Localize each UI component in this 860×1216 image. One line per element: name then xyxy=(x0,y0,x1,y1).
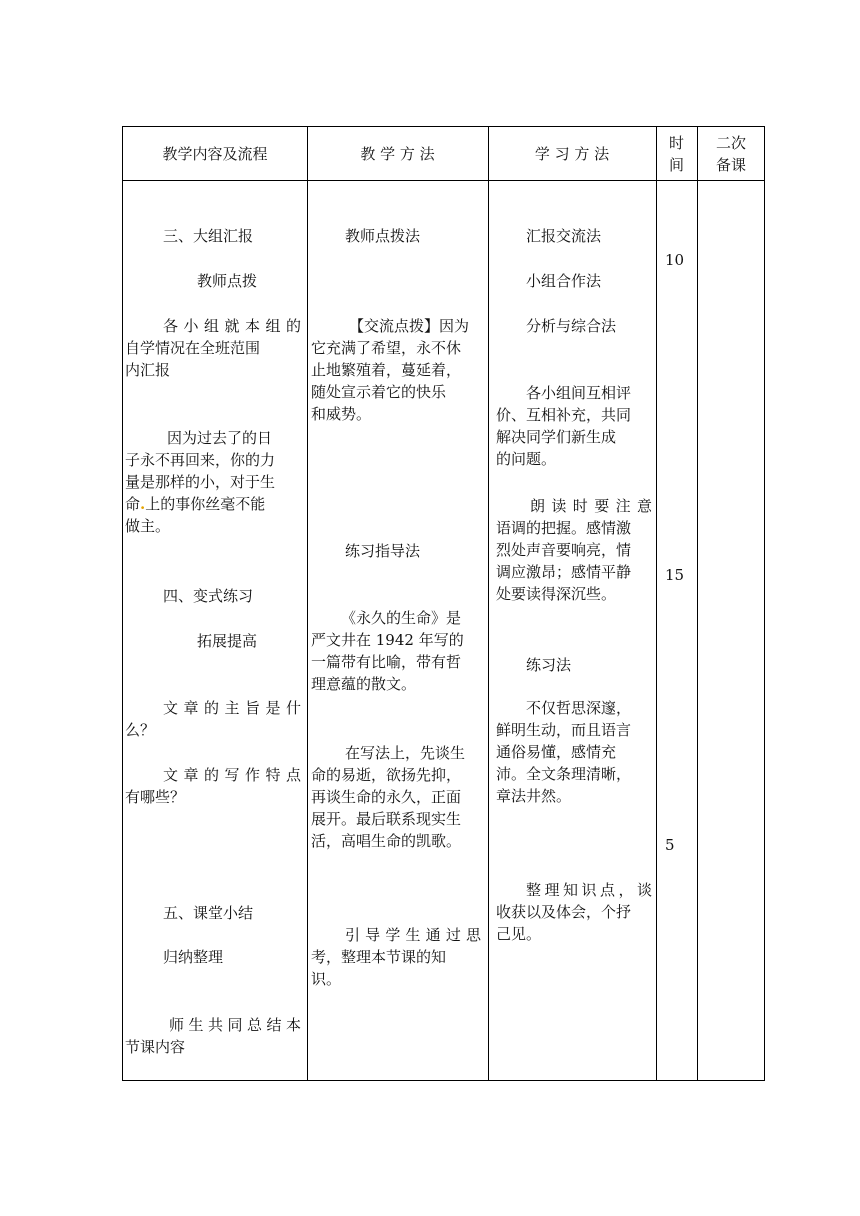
peer-review-paragraph: 各小组间互相评 价、互相补充，共同 解决同学们新生成 的问题。 xyxy=(496,384,632,468)
learning-method-4: 练习法 xyxy=(526,656,572,674)
section-5-title: 五、课堂小结 xyxy=(163,904,254,922)
header-content-flow: 教学内容及流程 xyxy=(162,144,268,163)
essay-style-paragraph: 不仅哲思深邃， 鲜明生动，而且语言 通俗易懂，感情充 沛。全文条理清晰， 章法井然。 xyxy=(496,699,632,805)
column-divider xyxy=(488,127,489,1080)
header-learning-method: 学 习 方 法 xyxy=(534,144,610,163)
teaching-method-2: 练习指导法 xyxy=(345,542,421,560)
header-teaching-method: 教 学 方 法 xyxy=(360,144,435,163)
knowledge-summary-paragraph: 整理知识点，谈 收获以及体会，个抒 己见。 xyxy=(496,881,652,943)
column-divider xyxy=(656,127,657,1080)
section-3-title: 三、大组汇报 xyxy=(163,227,254,245)
learning-method-3: 分析与综合法 xyxy=(526,317,617,335)
highlight-dot: . xyxy=(140,495,146,513)
header-time: 时 间 xyxy=(668,133,684,174)
essay-intro-paragraph: 《永久的生命》是 严文井在 1942 年写的 一篇带有比喻，带有哲 理意蕴的散文。 xyxy=(311,609,464,693)
reading-tips-paragraph: 朗读时要注意 语调的把握。感情激 烈处声音要响亮，情 调应激昂；感情平静 处要读得深沉些。 xyxy=(496,497,652,603)
section-3-paragraph: 各小组就本组的 自学情况在全班范围 内汇报 xyxy=(125,317,301,379)
column-divider xyxy=(307,127,308,1080)
header-divider xyxy=(123,180,764,181)
discussion-guidance-paragraph: 【交流点拨】因为 它充满了希望，永不休 止地繁殖着，蔓延着， 随处宣示着它的快乐 和威势。 xyxy=(311,317,470,423)
section-4-title: 四、变式练习 xyxy=(163,587,254,605)
column-divider xyxy=(697,127,698,1080)
summary-guidance-paragraph: 引导学生通过思 考，整理本节课的知 识。 xyxy=(311,926,481,988)
time-value-1: 10 xyxy=(665,251,685,269)
header-second-prep: 二次 备课 xyxy=(715,133,746,174)
section-3-subtitle: 教师点拨 xyxy=(197,272,258,290)
question-2: 文章的写作特点 有哪些？ xyxy=(125,766,301,806)
time-value-2: 15 xyxy=(665,566,685,584)
writing-technique-paragraph: 在写法上，先谈生 命的易逝，欲扬先抑， 再谈生命的永久，正面 展开。最后联系现实生 活，高唱生命的凯歌。 xyxy=(311,744,466,850)
section-5-subtitle: 归纳整理 xyxy=(163,948,224,966)
quote-paragraph: 因为过去了的日 子永不再回来，你的力 量是那样的小，对于生 命.上的事你丝毫不能 做主。 xyxy=(125,429,276,535)
section-4-subtitle: 拓展提高 xyxy=(197,632,258,650)
learning-method-2: 小组合作法 xyxy=(526,272,602,290)
question-1: 文章的主旨是什 么？ xyxy=(125,699,301,739)
summary-paragraph: 师生共同总结本 节课内容 xyxy=(125,1016,301,1056)
learning-method-1: 汇报交流法 xyxy=(526,227,602,245)
teaching-method-1: 教师点拨法 xyxy=(345,227,421,245)
lesson-plan-table xyxy=(122,126,765,1081)
time-value-3: 5 xyxy=(665,836,675,854)
